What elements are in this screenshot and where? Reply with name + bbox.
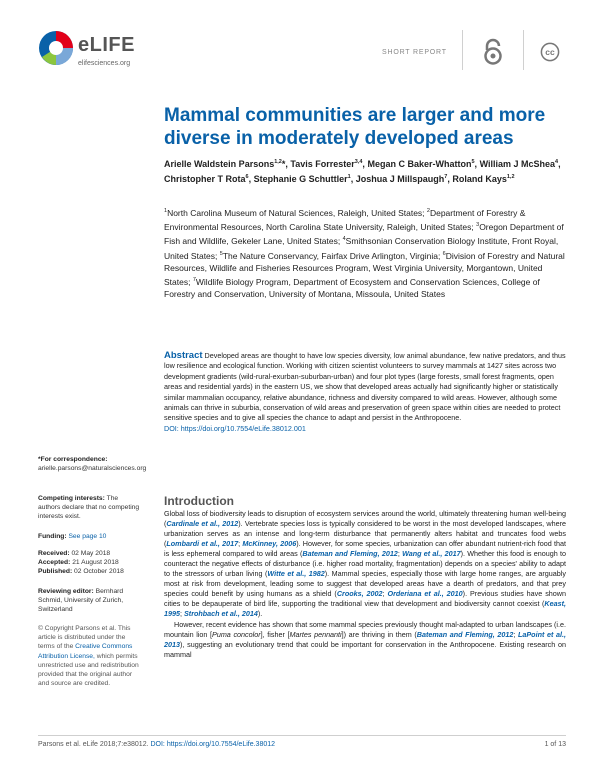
author-separator: *, [281,159,288,169]
body-text: ). However, for some species, urbanization can offer abundant nutrient-rich food that is less ephemeral compared to wild areas ( [164,539,566,559]
author-affiliation-mark: 1,2 [274,159,282,165]
affiliation-text: The Nature Conservancy, Fairfax Drive Arlington, Virginia; [222,250,443,261]
svg-text:cc: cc [545,47,555,58]
body-text: ; [180,609,184,619]
author-affiliation-mark: 7 [444,173,448,180]
citation-link[interactable]: Orderiana et al., 2010 [387,589,463,599]
body-text: ], fisher [ [260,629,290,639]
published-date: 02 October 2018 [72,568,124,576]
elife-site-url[interactable]: elifesciences.org [78,60,131,67]
author-name: Christopher T Rota [164,173,246,184]
affiliation-text: Wildlife Biology Program, Department of Ecosystem and Conservation Sciences, College of Forestry and Conservation, University of Montana, Missoula, United States [164,277,540,300]
abstract [164,351,566,434]
header-divider [462,30,463,70]
affiliation-number: 5 [219,250,223,257]
correspondence-email[interactable]: arielle.parsons@naturalsciences.org [38,465,147,473]
body-text: ). Vertebrate species loss is typically considered to be worst in the most developed landscapes, where urbanization serves as an intense and long-term disturbance that permanently alters habitat and truncates food webs ( [164,519,566,549]
accepted-label: Accepted: [38,559,71,567]
citation-link[interactable]: Bateman and Fleming, 2012 [416,629,514,639]
introduction-body [164,509,566,660]
editor-label: Reviewing editor: [38,588,94,595]
introduction-heading: Introduction [164,494,234,508]
body-text: ; [382,589,388,599]
author-name: Stephanie G Schuttler [253,173,348,184]
citation-link[interactable]: Lombardi et al., 2017 [166,539,239,549]
author-affiliation-mark: 3,4 [354,159,363,165]
author-name: Arielle Waldstein Parsons [164,159,275,169]
citation-link[interactable]: LaPoint et al., 2013 [164,629,567,649]
body-text: ]) are thriving in them ( [341,629,417,639]
abstract-doi-link[interactable]: DOI: https://doi.org/10.7554/eLife.38012.001 [164,423,306,433]
competing-interests-block [38,494,142,522]
license-link[interactable]: Creative Commons Attribution License, [38,643,133,660]
article-title: Mammal communities are larger and more diverse in moderately developed areas [164,105,546,149]
header-divider [523,30,524,70]
body-text: However, recent evidence has shown that some mammal species previously thought mal-adapted to urban landscapes (i.e. mountain lion [ [164,619,566,639]
footer-doi-link[interactable]: DOI: https://doi.org/10.7554/eLife.38012 [150,741,276,748]
body-text: ). Mammal species, especially those with large home ranges, are arguably most at risk from development, leading some to suggest that developed areas have a dearth of predators, and that prey species could benefit by using humans as a shield ( [164,569,566,599]
body-text: Global loss of biodiversity leads to disruption of ecosystem services around the world, ultimately threatening human well-being ( [164,509,566,529]
page-number: 1 of 13 [544,741,566,748]
body-text: ). Whether this food is enough to counteract the negative effects of disturbance (i.e. higher road mortality, fragmentation) depends on a species' ability to adapt to the stressors of urban living ( [164,549,566,579]
affiliation-number: 7 [192,277,196,284]
footer-divider [38,735,566,736]
body-text: ; [397,549,403,559]
author-name: William J McShea [479,159,556,169]
author-affiliation-mark: 1,2 [506,173,515,180]
species-name: Puma concolor [212,629,261,639]
affiliation-list [164,205,566,300]
funding-block [38,532,142,541]
competing-text: The authors declare that no competing interests exist. [38,495,140,521]
author-name: Megan C Baker-Whatton [367,159,472,169]
author-affiliation-mark: 5 [471,159,475,165]
affiliation-number: 4 [342,236,346,243]
citation-link[interactable]: McKinney, 2006 [242,539,297,549]
citation-link[interactable]: Cardinale et al., 2012 [166,519,239,529]
footer-citation-text: Parsons et al. eLife 2018;7:e38012. [38,741,151,748]
body-text: ). Previous studies have shown cities to be depauperate of bird life, supporting the traditional view that development and biodiversity cannot coexist ( [164,589,566,609]
abstract-label: Abstract [164,350,203,361]
author-affiliation-mark: 6 [245,173,249,180]
author-affiliation-mark: 1 [347,173,351,180]
copyright-block [38,624,142,688]
author-list [164,156,564,185]
elife-logo-icon [38,30,74,66]
introduction-paragraph [164,509,566,620]
footer-citation [38,741,275,748]
editor-text: Bernhard Schmid, University of Zurich, Switzerland [38,588,124,614]
correspondence-block [38,455,147,473]
citation-link[interactable]: Wang et al., 2017 [402,549,461,559]
elife-logo[interactable] [38,30,188,76]
introduction-paragraph [164,620,566,660]
citation-link[interactable]: Bateman and Fleming, 2012 [302,549,398,559]
author-separator: , [474,159,478,169]
species-name: Martes pennanti [289,629,342,639]
author-separator: , [248,173,252,184]
affiliation-text: Department of Forestry & Environmental Resources, North Carolina State University, Raleigh, United States; [164,208,526,233]
received-date: 02 May 2018 [69,550,111,557]
citation-link[interactable]: Witte et al., 1982 [267,569,325,579]
article-type-label: SHORT REPORT [382,49,447,56]
affiliation-number: 1 [164,208,168,214]
competing-label: Competing interests: [38,495,105,502]
author-separator: , [350,173,354,184]
reviewing-editor-block [38,587,142,615]
creative-commons-icon[interactable] [540,42,560,62]
citation-link[interactable]: Strohbach et al., 2014 [184,609,258,619]
copyright-text: © Copyright Parsons et al. This article is distributed under the terms of the [38,625,131,651]
copyright-text-2: which permits unrestricted use and redistribution provided that the original author and source are credited. [38,652,139,688]
citation-link[interactable]: Keast, 1995 [164,599,566,619]
author-name: Tavis Forrester [290,159,355,169]
received-label: Received: [38,550,70,557]
affiliation-number: 2 [426,208,430,214]
accepted-date: 21 August 2018 [70,559,119,567]
affiliation-text: Oregon Department of Fish and Wildlife, Gekeler Lane, United States; [164,222,564,247]
body-text: ; [238,539,243,549]
affiliation-number: 3 [476,222,480,229]
funding-label: Funding: [38,533,67,540]
affiliation-text: Smithsonian Conservation Biology Institute, Front Royal, United States; [164,236,559,261]
affiliation-text: Division of Forestry and Natural Resources, Wildlife and Fisheries Resources Program, West Virginia University, Morgantown, United States; [164,250,565,288]
body-text: ; [513,629,518,639]
body-text: ), suggesting an evolutionary trend that could be important for conservation in the Anthropocene. Existing research on mammal [164,639,566,659]
author-separator: , [558,159,561,169]
open-access-icon[interactable] [482,38,504,66]
author-separator: , [362,159,365,169]
funding-link[interactable]: See page 10 [68,533,107,540]
author-affiliation-mark: 4 [555,159,559,165]
author-name: Joshua J Millspaugh [355,173,445,184]
affiliation-text: North Carolina Museum of Natural Sciences, Raleigh, United States; [167,208,427,218]
correspondence-label: *For correspondence: [38,456,108,463]
author-name: Roland Kays [452,173,507,184]
body-text: ). [257,609,263,619]
citation-link[interactable]: Crooks, 2002 [336,589,383,599]
dates-block [38,549,142,577]
abstract-text: Developed areas are thought to have low species diversity, low animal abundance, few native predators, and thus low resilience and ecological function. Working with citizen scientist volunteers to survey mammals at 1427 sites across two development gradients (wild-rural-exurban-suburban-urban) and four plot types (large forests, small forest fragments, open areas and residential yards) in the eastern US, we show that developed areas actually had significantly higher or statistically similar mammalian occupancy, relative abundance, richness and diversity compared to wild areas. However, although some animals can thrive in suburbia, conservation of wild areas and preservation of green space within cities are needed to protect sensitive species and to give all species the chance to adapt and persist in the Anthropocene. [164,351,566,423]
elife-wordmark: eLIFE [78,34,135,56]
published-label: Published: [38,568,73,576]
author-separator: , [447,173,450,184]
affiliation-number: 6 [442,250,446,257]
